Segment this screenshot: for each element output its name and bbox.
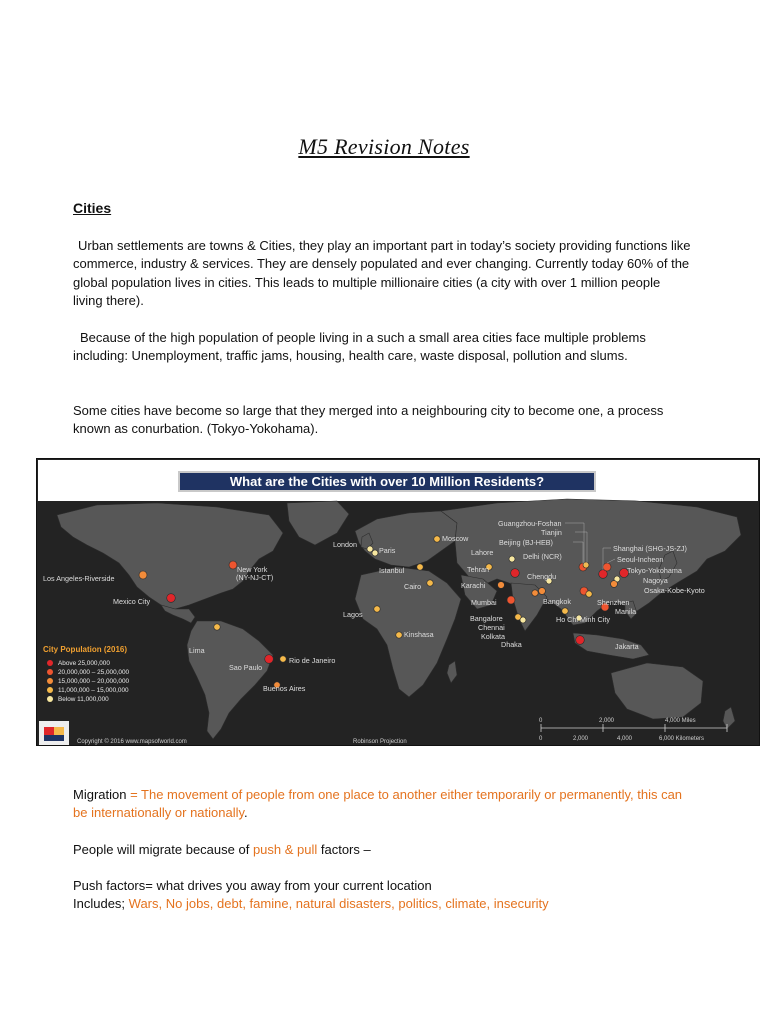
city-label: Tokyo-Yokohama	[627, 566, 682, 575]
city-marker-shenzhen	[586, 591, 592, 597]
city-marker-kolkata	[532, 590, 538, 596]
city-label: Shanghai (SHG-JS-ZJ)	[613, 544, 687, 553]
city-marker-new-york	[229, 561, 237, 569]
city-marker-dhaka	[539, 588, 546, 595]
city-label: Cairo	[404, 582, 422, 591]
migration-definition: = The movement of people from one place to another either temporarily or permanently, this can be internationally or nationally	[73, 787, 683, 821]
greenland-shape	[287, 501, 349, 545]
scale-km-label: 6,000 Kilometers	[659, 736, 705, 742]
city-label: Bangkok	[543, 597, 571, 606]
city-marker-kinshasa	[396, 632, 402, 638]
city-marker-lahore	[509, 556, 515, 562]
migration-paragraph	[73, 786, 693, 823]
city-label: Kolkata	[481, 632, 505, 641]
city-marker-paris	[372, 550, 378, 556]
city-label: Chengdu	[527, 572, 557, 581]
page-title: M5 Revision Notes	[298, 134, 470, 159]
city-label: Dhaka	[501, 640, 522, 649]
city-label: Lahore	[471, 548, 494, 557]
city-label: Manila	[615, 607, 637, 616]
city-marker-bangkok	[562, 608, 568, 614]
legend-swatch-2	[47, 669, 53, 675]
push-pull-before: People will migrate because of	[73, 842, 253, 857]
city-label: Paris	[379, 546, 396, 555]
city-marker-seoul	[603, 563, 611, 571]
section-heading: Cities	[73, 200, 112, 216]
scale-miles-label: 0	[539, 718, 543, 724]
city-marker-los-angeles	[139, 571, 147, 579]
world-map-figure	[36, 458, 760, 746]
city-label: Nagoya	[643, 576, 668, 585]
city-label: Guangzhou-Foshan	[498, 519, 562, 528]
scale-km-label: 4,000	[617, 736, 633, 742]
city-label: Kinshasa	[404, 630, 434, 639]
paragraph-problems: Because of the high population of people living in a such a small area cities face multiple problems including: Unemployment, traffic jams, housing, health care, waste disposal, pollution and slums.	[73, 330, 646, 364]
legend-swatch-3	[47, 678, 53, 684]
legend-label: 15,000,000 – 20,000,000	[58, 678, 130, 685]
city-label: Ho Chi Minh City	[556, 615, 610, 624]
city-marker-delhi	[511, 569, 520, 578]
scale-km-label: 2,000	[573, 736, 589, 742]
city-label: Buenos Aires	[263, 684, 306, 693]
legend-title: City Population (2016)	[43, 645, 128, 654]
map-legend	[43, 645, 130, 703]
push-factors-includes: Wars, No jobs, debt, famine, natural disasters, politics, climate, insecurity	[128, 896, 549, 912]
push-factors-includes-label: Includes;	[73, 896, 129, 912]
city-label: Shenzhen	[597, 598, 630, 607]
city-marker-mumbai	[507, 596, 515, 604]
city-label: Mumbai	[471, 598, 497, 607]
city-label: Tianjin	[541, 528, 562, 537]
city-marker-chennai	[520, 617, 526, 623]
city-label: (NY-NJ-CT)	[236, 573, 274, 582]
city-marker-lima	[214, 624, 220, 630]
paragraph-conurbation: Some cities have become so large that they merged into a neighbouring city to become one, a process known as conurbation. (Tokyo-Yokohama).	[73, 403, 664, 437]
south-america-shape	[187, 621, 273, 739]
new-zealand-shape	[723, 707, 735, 729]
city-marker-istanbul	[417, 564, 423, 570]
legend-label: 11,000,000 – 15,000,000	[58, 687, 129, 694]
city-marker-karachi	[498, 582, 505, 589]
city-label: Sao Paulo	[229, 663, 263, 672]
scale-miles-label: 2,000	[599, 718, 615, 724]
land-masses	[57, 499, 741, 739]
legend-swatch-1	[47, 660, 53, 666]
projection-text: Robinson Projection	[353, 739, 407, 745]
legend-swatch-4	[47, 687, 53, 693]
city-label: Lima	[189, 646, 205, 655]
migration-term: Migration	[73, 787, 127, 802]
city-label: Osaka-Kobe-Kyoto	[644, 586, 705, 595]
city-label: Rio de Janeiro	[289, 656, 336, 665]
push-pull-after: factors –	[317, 842, 371, 857]
madagascar-shape	[447, 661, 457, 683]
copyright-text: Copyright © 2016 www.mapsofworld.com	[77, 739, 187, 745]
push-factors-line: Push factors= what drives you away from your current location	[73, 878, 432, 893]
city-label: Moscow	[442, 534, 469, 543]
city-marker-london	[367, 546, 373, 552]
legend-label: Below 11,000,000	[58, 696, 109, 703]
city-label: Karachi	[461, 581, 486, 590]
city-marker-lagos	[374, 606, 380, 612]
legend-swatch-5	[47, 696, 53, 702]
world-map-svg	[37, 459, 760, 746]
city-label: Jakarta	[615, 642, 639, 651]
north-america-shape	[57, 503, 283, 609]
city-label: Beijing (BJ-HEB)	[499, 538, 553, 547]
city-label: New York	[237, 565, 268, 574]
city-label: Lagos	[343, 610, 363, 619]
city-label: Delhi (NCR)	[523, 552, 562, 561]
city-marker-osaka	[611, 581, 618, 588]
map-footer	[39, 718, 727, 745]
australia-shape	[611, 663, 703, 719]
migration-end: .	[244, 805, 248, 821]
legend-label: Above 25,000,000	[58, 660, 110, 667]
city-marker-moscow	[434, 536, 440, 542]
scale-miles-label: 4,000 Miles	[665, 718, 696, 724]
push-pull-highlight: push & pull	[252, 842, 318, 857]
map-banner: What are the Cities with over 10 Million Residents?	[178, 471, 596, 492]
paragraph-urban: Urban settlements are towns & Cities, they play an important part in today’s society providing functions like commerce, industry & services. They are densely populated and ever changing. Currently today 60% of the global population lives in cities. This leads to multiple millionaire cities (a city with over 1 million people living there).	[73, 238, 691, 309]
push-pull-paragraph	[73, 841, 693, 859]
city-label: Istanbul	[379, 566, 405, 575]
city-label: Bangalore	[470, 614, 503, 623]
city-marker-sao-paulo	[265, 655, 274, 664]
city-marker-rio	[280, 656, 286, 662]
city-marker-cairo	[427, 580, 433, 586]
push-factors-paragraph	[73, 877, 693, 914]
city-label: Tehran	[467, 565, 489, 574]
city-marker-jakarta	[576, 636, 585, 645]
city-label: London	[333, 540, 357, 549]
city-label: Los Angeles-Riverside	[43, 574, 115, 583]
city-label: Mexico City	[113, 597, 151, 606]
scale-km-label: 0	[539, 736, 543, 742]
city-label: Chennai	[478, 623, 505, 632]
city-marker-mexico-city	[167, 594, 176, 603]
city-label: Seoul-Incheon	[617, 555, 664, 564]
legend-label: 20,000,000 – 25,000,000	[58, 669, 130, 676]
